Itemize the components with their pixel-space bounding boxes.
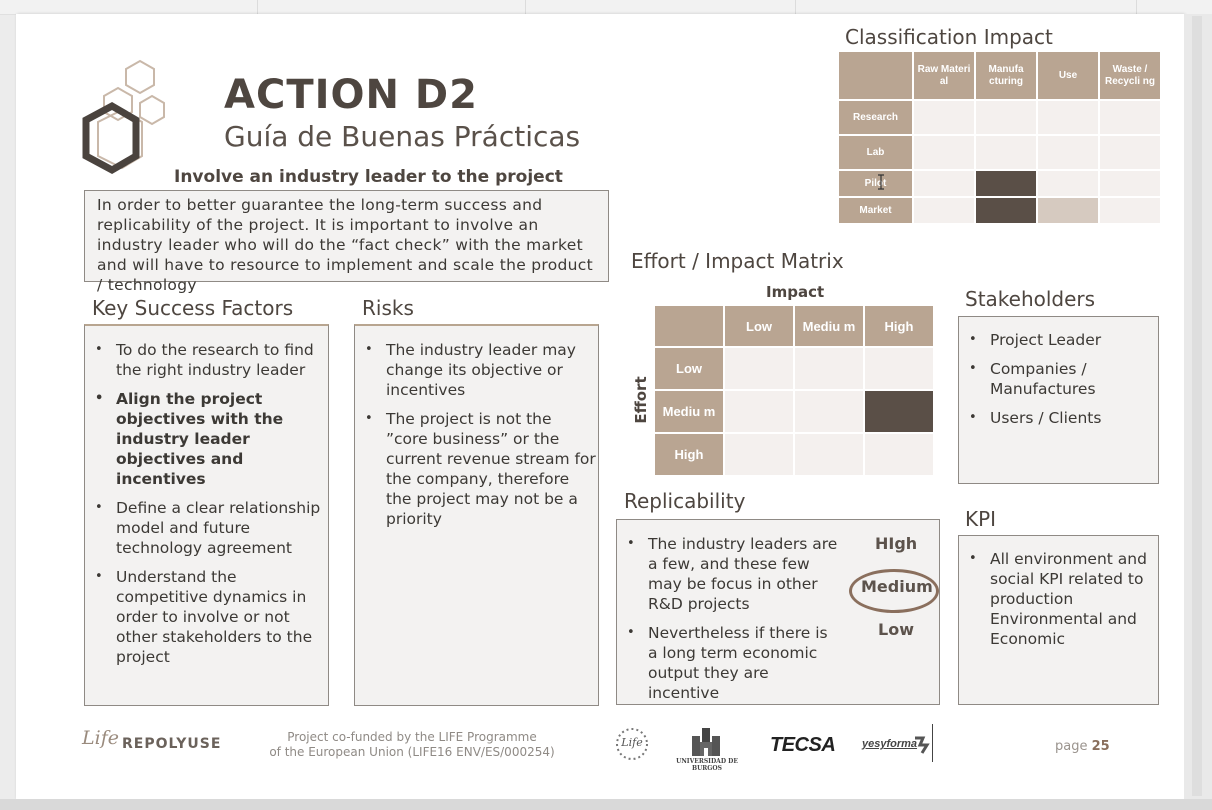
list-item: • Define a clear relationship model and future technology agreement bbox=[85, 498, 328, 558]
table-corner bbox=[655, 306, 723, 346]
effort-matrix-title: Effort / Impact Matrix bbox=[631, 249, 844, 273]
list-item: • The industry leaders are a few, and these few may be focus in other R&D projects bbox=[617, 534, 839, 614]
page-subtitle: Guía de Buenas Prácticas bbox=[224, 120, 581, 153]
list-item: • To do the research to find the right industry leader bbox=[85, 340, 328, 380]
list-item: • Nevertheless if there is a long term economic output they are incentive bbox=[617, 623, 839, 703]
table-cell bbox=[795, 348, 863, 389]
bottom-bar bbox=[0, 799, 1212, 810]
toolbar-segment bbox=[526, 0, 796, 14]
table-row-header: Research bbox=[839, 101, 912, 134]
stakeholders-box bbox=[958, 316, 1159, 484]
life-eu-logo-text: Life bbox=[621, 736, 643, 749]
table-cell bbox=[725, 348, 793, 389]
page-label: page bbox=[1055, 739, 1088, 754]
list-item: • Align the project objectives with the industry leader objectives and incentives bbox=[85, 389, 328, 489]
table-row-header: Mediu m bbox=[655, 391, 723, 432]
key-success-title: Key Success Factors bbox=[92, 296, 294, 320]
table-cell-highlight bbox=[1038, 198, 1098, 223]
table-cell bbox=[865, 348, 933, 389]
table-header: High bbox=[865, 306, 933, 346]
list-item: • Understand the competitive dynamics in order to involve or not other stakeholders to the project bbox=[85, 567, 328, 667]
table-cell bbox=[976, 136, 1036, 169]
cofunded-line-2: of the European Union (LIFE16 ENV/ES/000254) bbox=[269, 745, 555, 759]
table-cell bbox=[795, 434, 863, 475]
tecsa-logo: TECSA bbox=[770, 734, 836, 756]
life-eu-logo bbox=[614, 726, 650, 762]
intro-text: In order to better guarantee the long-term success and replicability of the project. It is important to involve an industry leader who will do the “fact check” with the market and will have to resource to implement and scale the product / technology bbox=[84, 190, 609, 282]
table-cell bbox=[865, 434, 933, 475]
table-cell bbox=[914, 136, 974, 169]
top-strip bbox=[0, 0, 1212, 15]
effort-axis-label: Effort bbox=[632, 376, 650, 424]
table-cell-highlight bbox=[976, 171, 1036, 196]
list-item: • Project Leader bbox=[959, 330, 1158, 350]
text-cursor-icon bbox=[877, 174, 885, 190]
classification-title: Classification Impact bbox=[845, 25, 1053, 49]
yesyforma-logo: yesyforma bbox=[862, 738, 918, 750]
castle-icon bbox=[688, 724, 724, 758]
table-cell bbox=[795, 391, 863, 432]
hexagon-logo-icon bbox=[82, 58, 172, 182]
table-cell-highlight bbox=[865, 391, 933, 432]
table-header: Manufa cturing bbox=[976, 52, 1036, 99]
replicability-box bbox=[616, 519, 940, 705]
table-header: Mediu m bbox=[795, 306, 863, 346]
table-row-header: Market bbox=[839, 198, 912, 223]
classification-table bbox=[837, 50, 1162, 225]
ubu-logo-text: UNIVERSIDAD DE BURGOS bbox=[676, 758, 738, 772]
section-subhead: Involve an industry leader to the project bbox=[174, 167, 563, 187]
toolbar-segment bbox=[0, 0, 258, 14]
effort-matrix-table bbox=[653, 304, 935, 477]
table-cell bbox=[1100, 171, 1160, 196]
level-medium: Medium bbox=[861, 577, 933, 596]
table-cell bbox=[1038, 136, 1098, 169]
vertical-scrollbar[interactable] bbox=[1184, 14, 1212, 799]
slide-page bbox=[16, 14, 1184, 799]
replicability-title: Replicability bbox=[624, 489, 746, 513]
list-item: • Users / Clients bbox=[959, 408, 1158, 428]
table-row-header: Pilot bbox=[839, 171, 912, 196]
risks-title: Risks bbox=[362, 296, 414, 320]
kpi-title: KPI bbox=[965, 507, 997, 531]
table-cell bbox=[914, 101, 974, 134]
list-item: • All environment and social KPI related to production Environmental and Economic bbox=[959, 549, 1158, 649]
table-cell-highlight bbox=[976, 198, 1036, 223]
table-cell bbox=[1038, 101, 1098, 134]
table-cell bbox=[725, 434, 793, 475]
table-cell bbox=[1100, 198, 1160, 223]
level-low: Low bbox=[878, 620, 914, 639]
list-item: • The industry leader may change its objective or incentives bbox=[355, 340, 598, 400]
table-row-header: Low bbox=[655, 348, 723, 389]
life-script-logo: Life bbox=[82, 727, 119, 749]
table-row-header: Lab bbox=[839, 136, 912, 169]
table-cell bbox=[1100, 136, 1160, 169]
page-number-value: 25 bbox=[1091, 739, 1110, 754]
cofunded-line-1: Project co-funded by the LIFE Programme bbox=[287, 730, 537, 744]
kpi-box bbox=[958, 535, 1159, 705]
table-cell bbox=[914, 198, 974, 223]
table-cell bbox=[914, 171, 974, 196]
page-title: ACTION D2 bbox=[224, 72, 478, 118]
key-success-box bbox=[84, 324, 329, 706]
list-item: • Companies / Manufactures bbox=[959, 359, 1158, 399]
table-cell bbox=[725, 391, 793, 432]
level-high: HIgh bbox=[875, 534, 918, 553]
yesyforma-mark-icon bbox=[912, 734, 934, 756]
logo-divider bbox=[932, 724, 933, 762]
repolyuse-logo: REPOLYUSE bbox=[122, 736, 222, 752]
risks-box bbox=[354, 324, 599, 706]
table-cell bbox=[976, 101, 1036, 134]
table-corner bbox=[839, 52, 912, 99]
page-number bbox=[1055, 739, 1110, 754]
table-cell bbox=[1038, 171, 1098, 196]
scrollbar-thumb[interactable] bbox=[1192, 16, 1202, 796]
toolbar-segment bbox=[258, 0, 526, 14]
table-header: Low bbox=[725, 306, 793, 346]
table-row-header: High bbox=[655, 434, 723, 475]
impact-axis-label: Impact bbox=[766, 283, 825, 301]
table-cell bbox=[1100, 101, 1160, 134]
table-header: Use bbox=[1038, 52, 1098, 99]
toolbar-segment bbox=[796, 0, 1137, 14]
table-header: Waste / Recycli ng bbox=[1100, 52, 1160, 99]
stakeholders-title: Stakeholders bbox=[965, 287, 1096, 311]
table-header: Raw Materi al bbox=[914, 52, 974, 99]
list-item: • The project is not the ”core business” or the current revenue stream for the company, therefore the project may not be a priority bbox=[355, 409, 598, 529]
